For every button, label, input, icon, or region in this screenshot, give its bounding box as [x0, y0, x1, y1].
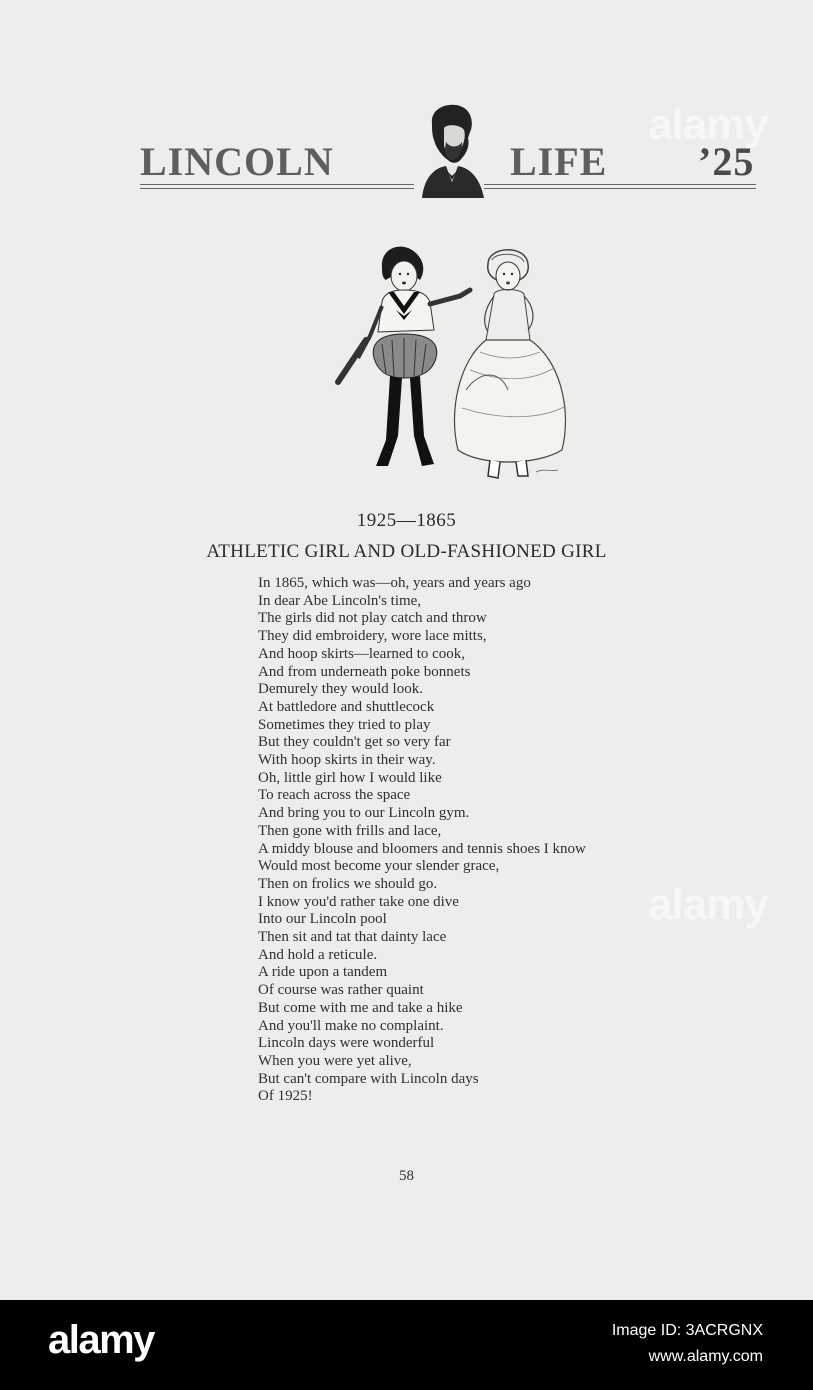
poem-line: A middy blouse and bloomers and tennis shoes I know: [258, 840, 586, 857]
header-rule-left: [140, 184, 414, 185]
poem-line: Of 1925!: [258, 1088, 313, 1105]
athletic-girl-figure: [338, 247, 470, 466]
poem-line: The girls did not play catch and throw: [258, 610, 487, 627]
header-rule-left-2: [140, 188, 414, 189]
footer-bar: [0, 1300, 813, 1390]
poem-line: Demurely they would look.: [258, 681, 423, 698]
header-rule-right-2: [484, 188, 756, 189]
poem-line: Of course was rather quaint: [258, 982, 424, 999]
piece-title: ATHLETIC GIRL AND OLD-FASHIONED GIRL: [206, 541, 607, 562]
old-fashioned-girl-figure: [454, 250, 566, 478]
poem-line: And you'll make no complaint.: [258, 1017, 444, 1034]
poem-line: Oh, little girl how I would like: [258, 769, 442, 786]
poem-line: A ride upon a tandem: [258, 964, 388, 981]
image-id-label: Image ID: 3ACRGNX: [611, 1322, 763, 1339]
poem-line: Lincoln days were wonderful: [258, 1035, 435, 1052]
poem-line: And hoop skirts—learned to cook,: [258, 645, 466, 662]
poem-line: In 1865, which was—oh, years and years ago: [258, 575, 531, 591]
piece-years: 1925—1865: [356, 510, 457, 531]
watermark: alamy: [648, 880, 768, 929]
poem-text: [258, 575, 586, 1106]
poem-line: But come with me and take a hike: [258, 999, 463, 1016]
poem-line: But they couldn't get so very far: [258, 734, 451, 751]
poem-line: Would most become your slender grace,: [258, 858, 500, 875]
poem-line: I know you'd rather take one dive: [258, 893, 459, 910]
girls-illustration: [330, 240, 580, 490]
poem-line: With hoop skirts in their way.: [258, 752, 436, 769]
watermark: alamy: [648, 100, 768, 149]
site-url-link[interactable]: www.alamy.com: [648, 1348, 763, 1365]
brand-logo: alamy: [48, 1318, 154, 1362]
poem-line: But can't compare with Lincoln days: [258, 1070, 479, 1087]
poem-line: And hold a reticule.: [258, 946, 378, 963]
poem-line: Then sit and tat that dainty lace: [258, 929, 447, 946]
header-word-lincoln: LINCOLN: [140, 139, 334, 184]
poem-line: Into our Lincoln pool: [258, 911, 387, 928]
poem-line: Sometimes they tried to play: [258, 716, 431, 733]
poem-line: And from underneath poke bonnets: [258, 663, 471, 680]
poem-line: To reach across the space: [258, 787, 411, 804]
poem-line: At battledore and shuttlecock: [258, 698, 435, 715]
poem-line: And bring you to our Lincoln gym.: [258, 805, 470, 822]
header-word-life: LIFE: [510, 139, 608, 184]
header-year: ’25: [698, 139, 755, 184]
poem-line: Then on frolics we should go.: [258, 875, 438, 892]
poem-line: In dear Abe Lincoln's time,: [258, 592, 422, 609]
poem-line: Then gone with frills and lace,: [258, 822, 442, 839]
lincoln-portrait-icon: [418, 102, 486, 200]
poem-line: When you were yet alive,: [258, 1052, 412, 1069]
page-number: 58: [399, 1168, 414, 1184]
poem-line: They did embroidery, wore lace mitts,: [258, 628, 487, 645]
